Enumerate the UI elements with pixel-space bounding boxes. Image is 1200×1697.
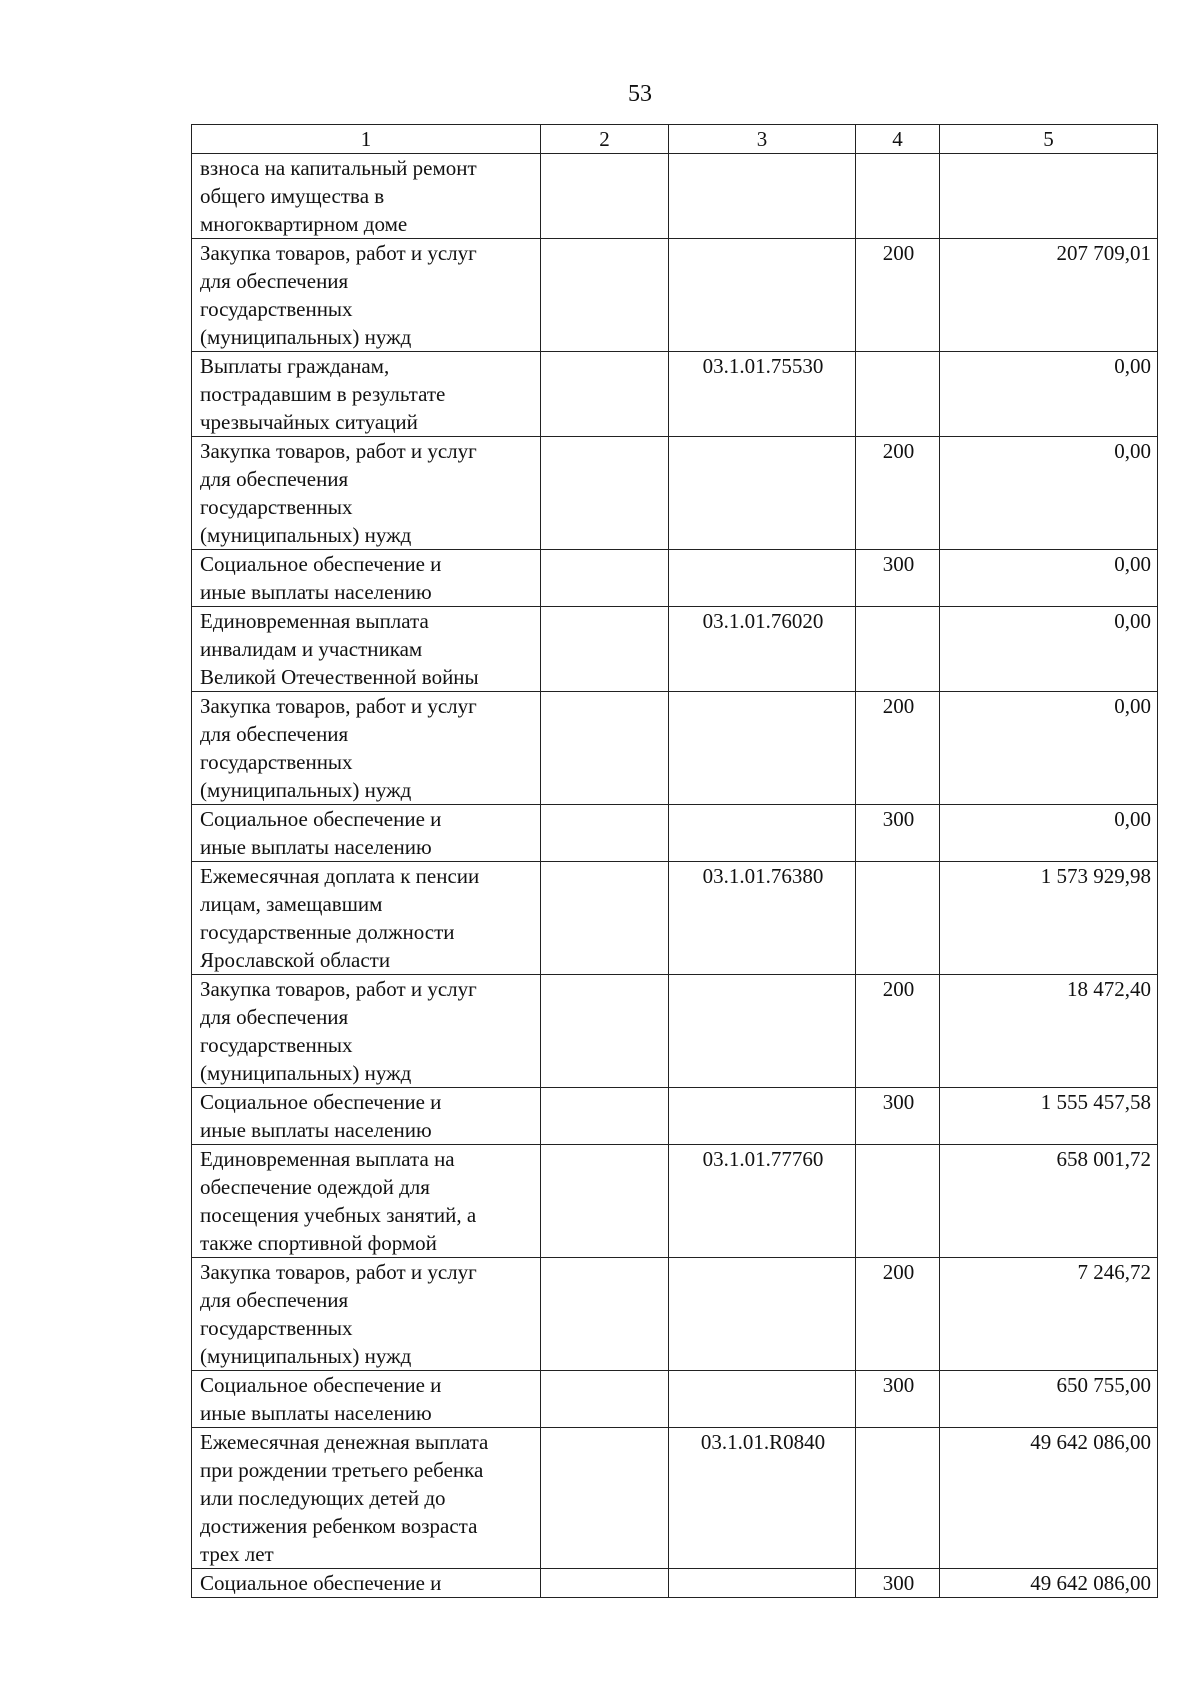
- table-row: [192, 607, 1158, 692]
- row-description-line: (муниципальных) нужд: [200, 778, 412, 802]
- row-description-line: Единовременная выплата: [200, 609, 429, 633]
- row-expense-type-code: [856, 607, 940, 692]
- row-target-article-code: [669, 1088, 856, 1145]
- row-target-article-code: [669, 154, 856, 239]
- row-amount: 0,00: [940, 550, 1158, 607]
- row-column-2: [541, 1428, 669, 1569]
- row-description-line: пострадавшим в результате: [200, 382, 446, 406]
- row-target-article-code: [669, 692, 856, 805]
- row-description-line: инвалидам и участникам: [200, 637, 423, 661]
- row-expense-type-code: 200: [856, 239, 940, 352]
- row-description-line: для обеспечения: [200, 269, 349, 293]
- row-column-2: [541, 805, 669, 862]
- table-row: [192, 1569, 1158, 1598]
- row-column-2: [541, 1145, 669, 1258]
- row-description-line: иные выплаты населению: [200, 835, 432, 859]
- row-description-line: для обеспечения: [200, 722, 349, 746]
- row-expense-type-code: 300: [856, 1371, 940, 1428]
- row-column-2: [541, 862, 669, 975]
- row-amount: 207 709,01: [940, 239, 1158, 352]
- row-target-article-code: 03.1.01.76380: [669, 862, 856, 975]
- row-description: [192, 607, 541, 692]
- row-target-article-code: [669, 239, 856, 352]
- row-column-2: [541, 1088, 669, 1145]
- table-row: [192, 692, 1158, 805]
- row-description-line: Выплаты гражданам,: [200, 354, 390, 378]
- row-amount: [940, 154, 1158, 239]
- row-description: [192, 352, 541, 437]
- row-amount: 49 642 086,00: [940, 1569, 1158, 1598]
- row-description-line: многоквартирном доме: [200, 212, 408, 236]
- row-description-line: иные выплаты населению: [200, 1118, 432, 1142]
- row-description: [192, 1428, 541, 1569]
- table-row: [192, 1428, 1158, 1569]
- row-description-line: Единовременная выплата на: [200, 1147, 455, 1171]
- column-header-4: 4: [856, 125, 940, 154]
- row-column-2: [541, 1569, 669, 1598]
- row-description-line: Ежемесячная доплата к пенсии: [200, 864, 480, 888]
- row-target-article-code: [669, 437, 856, 550]
- row-expense-type-code: [856, 1145, 940, 1258]
- row-description-line: государственных: [200, 750, 353, 774]
- row-description: [192, 1258, 541, 1371]
- table-row: [192, 862, 1158, 975]
- row-description-line: Закупка товаров, работ и услуг: [200, 694, 477, 718]
- row-target-article-code: [669, 550, 856, 607]
- row-description-line: достижения ребенком возраста: [200, 1514, 478, 1538]
- row-description-line: посещения учебных занятий, а: [200, 1203, 477, 1227]
- row-description-line: при рождении третьего ребенка: [200, 1458, 484, 1482]
- row-target-article-code: 03.1.01.R0840: [669, 1428, 856, 1569]
- row-description-line: Социальное обеспечение и: [200, 1373, 442, 1397]
- column-header-5: 5: [940, 125, 1158, 154]
- row-amount: 1 573 929,98: [940, 862, 1158, 975]
- row-column-2: [541, 239, 669, 352]
- row-description-line: государственных: [200, 495, 353, 519]
- table-row: [192, 805, 1158, 862]
- row-description-line: государственных: [200, 1316, 353, 1340]
- column-header-2: 2: [541, 125, 669, 154]
- row-description-line: (муниципальных) нужд: [200, 1344, 412, 1368]
- row-expense-type-code: [856, 1428, 940, 1569]
- row-column-2: [541, 154, 669, 239]
- table-row: [192, 1371, 1158, 1428]
- row-description: [192, 1371, 541, 1428]
- column-header-1: 1: [192, 125, 541, 154]
- row-description-line: (муниципальных) нужд: [200, 1061, 412, 1085]
- row-description: [192, 1145, 541, 1258]
- row-expense-type-code: 300: [856, 1569, 940, 1598]
- row-target-article-code: [669, 1569, 856, 1598]
- row-description-line: Великой Отечественной войны: [200, 665, 479, 689]
- row-description-line: или последующих детей до: [200, 1486, 446, 1510]
- row-column-2: [541, 1258, 669, 1371]
- row-description: [192, 437, 541, 550]
- row-description-line: иные выплаты населению: [200, 580, 432, 604]
- row-expense-type-code: 200: [856, 437, 940, 550]
- row-description-line: Социальное обеспечение и: [200, 807, 442, 831]
- row-description-line: иные выплаты населению: [200, 1401, 432, 1425]
- row-description-line: лицам, замещавшим: [200, 892, 383, 916]
- row-amount: 0,00: [940, 692, 1158, 805]
- row-description: [192, 805, 541, 862]
- row-description-line: взноса на капитальный ремонт: [200, 156, 477, 180]
- row-description-line: Ежемесячная денежная выплата: [200, 1430, 489, 1454]
- row-column-2: [541, 352, 669, 437]
- row-expense-type-code: 300: [856, 805, 940, 862]
- row-description: [192, 239, 541, 352]
- row-description-line: государственных: [200, 297, 353, 321]
- row-description-line: Закупка товаров, работ и услуг: [200, 1260, 477, 1284]
- row-description-line: (муниципальных) нужд: [200, 523, 412, 547]
- row-column-2: [541, 975, 669, 1088]
- row-description: [192, 550, 541, 607]
- row-description-line: Закупка товаров, работ и услуг: [200, 977, 477, 1001]
- table-row: [192, 1088, 1158, 1145]
- table-row: [192, 1145, 1158, 1258]
- row-expense-type-code: [856, 352, 940, 437]
- row-description-line: для обеспечения: [200, 1288, 349, 1312]
- row-target-article-code: [669, 1371, 856, 1428]
- row-target-article-code: [669, 975, 856, 1088]
- row-description: [192, 154, 541, 239]
- row-description-line: государственные должности: [200, 920, 455, 944]
- row-description-line: Ярославской области: [200, 948, 391, 972]
- row-column-2: [541, 437, 669, 550]
- row-expense-type-code: 300: [856, 1088, 940, 1145]
- row-description-line: общего имущества в: [200, 184, 385, 208]
- row-target-article-code: [669, 1258, 856, 1371]
- row-expense-type-code: 200: [856, 975, 940, 1088]
- row-amount: 1 555 457,58: [940, 1088, 1158, 1145]
- row-description-line: Социальное обеспечение и: [200, 1090, 442, 1114]
- row-amount: 49 642 086,00: [940, 1428, 1158, 1569]
- row-amount: 18 472,40: [940, 975, 1158, 1088]
- table-header-row: [192, 125, 1158, 154]
- row-target-article-code: 03.1.01.77760: [669, 1145, 856, 1258]
- row-description-line: Закупка товаров, работ и услуг: [200, 439, 477, 463]
- row-description: [192, 692, 541, 805]
- row-description: [192, 1569, 541, 1598]
- row-description-line: Социальное обеспечение и: [200, 1571, 442, 1595]
- row-amount: 650 755,00: [940, 1371, 1158, 1428]
- row-expense-type-code: 200: [856, 1258, 940, 1371]
- row-amount: 0,00: [940, 437, 1158, 550]
- page-number: 53: [628, 81, 652, 107]
- row-description-line: трех лет: [200, 1542, 274, 1566]
- table-row: [192, 437, 1158, 550]
- table-body: [192, 154, 1158, 1598]
- table-row: [192, 1258, 1158, 1371]
- row-amount: 658 001,72: [940, 1145, 1158, 1258]
- column-header-3: 3: [669, 125, 856, 154]
- row-description: [192, 975, 541, 1088]
- row-description-line: для обеспечения: [200, 1005, 349, 1029]
- row-amount: 0,00: [940, 805, 1158, 862]
- row-description-line: для обеспечения: [200, 467, 349, 491]
- table-row: [192, 239, 1158, 352]
- row-amount: 7 246,72: [940, 1258, 1158, 1371]
- table-row: [192, 550, 1158, 607]
- row-expense-type-code: [856, 862, 940, 975]
- row-description: [192, 1088, 541, 1145]
- table-row: [192, 352, 1158, 437]
- table-row: [192, 975, 1158, 1088]
- row-amount: 0,00: [940, 352, 1158, 437]
- row-description-line: государственных: [200, 1033, 353, 1057]
- table-row: [192, 154, 1158, 239]
- row-expense-type-code: 200: [856, 692, 940, 805]
- row-description-line: обеспечение одеждой для: [200, 1175, 430, 1199]
- row-description-line: Закупка товаров, работ и услуг: [200, 241, 477, 265]
- row-description-line: также спортивной формой: [200, 1231, 437, 1255]
- row-target-article-code: 03.1.01.75530: [669, 352, 856, 437]
- row-column-2: [541, 1371, 669, 1428]
- row-description: [192, 862, 541, 975]
- row-description-line: Социальное обеспечение и: [200, 552, 442, 576]
- row-expense-type-code: [856, 154, 940, 239]
- row-column-2: [541, 550, 669, 607]
- row-description-line: чрезвычайных ситуаций: [200, 410, 418, 434]
- row-column-2: [541, 607, 669, 692]
- budget-table: [191, 124, 1158, 1598]
- row-description-line: (муниципальных) нужд: [200, 325, 412, 349]
- row-target-article-code: [669, 805, 856, 862]
- row-column-2: [541, 692, 669, 805]
- row-amount: 0,00: [940, 607, 1158, 692]
- row-target-article-code: 03.1.01.76020: [669, 607, 856, 692]
- row-expense-type-code: 300: [856, 550, 940, 607]
